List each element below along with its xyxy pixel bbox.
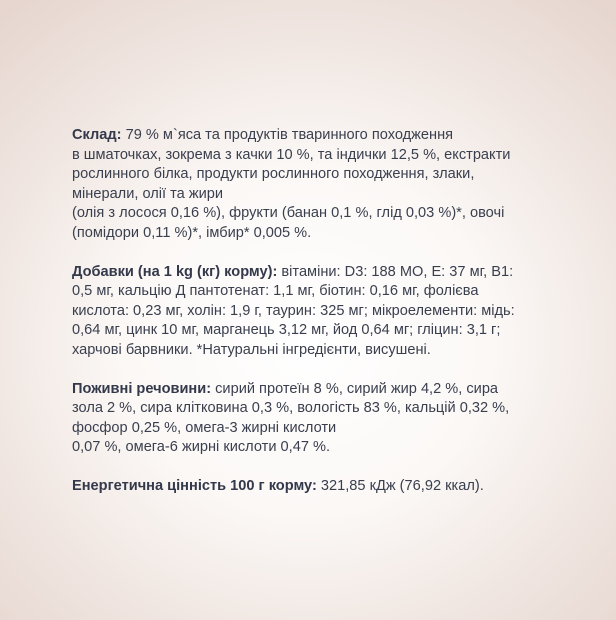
nutrients-section bbox=[72, 380, 602, 458]
energy-text: 321,85 кДж (76,92 ккал). bbox=[316, 477, 484, 494]
nutrients-line-3: фосфор 0,25 %, омега-3 жирні кислоти bbox=[72, 419, 337, 436]
additives-text: вітаміни: D3: 188 МО, Е: 37 мг, В1: bbox=[277, 263, 514, 280]
additives-section bbox=[72, 263, 602, 361]
composition-line-3: рослинного білка, продукти рослинного походження, злаки, bbox=[72, 166, 475, 183]
composition-line-5: (олія з лосося 0,16 %), фрукти (банан 0,1 %, глід 0,03 %)*, овочі bbox=[72, 205, 505, 222]
additives-line-5: харчові барвники. *Натуральні інгредієнти, висушені. bbox=[72, 341, 431, 358]
energy-label: Енергетична цінність 100 г корму: bbox=[72, 477, 317, 494]
nutrients-line-4: 0,07 %, омега-6 жирні кислоти 0,47 %. bbox=[72, 439, 331, 456]
nutrients-line-2: зола 2 %, сира клітковина 0,3 %, вологість 83 %, кальцій 0,32 %, bbox=[72, 400, 510, 417]
product-description bbox=[72, 126, 602, 497]
nutrients-text: сирий протеїн 8 %, сирий жир 4,2 %, сира bbox=[211, 380, 499, 397]
additives-line-3: кислота: 0,23 мг, холін: 1,9 г, таурин: 325 мг; мікроелементи: мідь: bbox=[72, 302, 515, 319]
composition-text: 79 % м`яса та продуктів тваринного походження bbox=[121, 127, 454, 143]
energy-line bbox=[72, 477, 602, 497]
energy-section bbox=[72, 477, 602, 497]
nutrients-label: Поживні речовини: bbox=[72, 380, 212, 397]
composition-line-4: мінерали, олії та жири bbox=[72, 185, 223, 202]
composition-line-2: в шматочках, зокрема з качки 10 %, та індички 12,5 %, екстракти bbox=[72, 146, 511, 163]
additives-line-1 bbox=[72, 263, 602, 283]
additives-line-4: 0,64 мг, цинк 10 мг, марганець 3,12 мг, йод 0,64 мг; гліцин: 3,1 г; bbox=[72, 322, 501, 339]
additives-label: Добавки (на 1 kg (кг) корму): bbox=[72, 263, 278, 280]
composition-line-6: (помідори 0,11 %)*, імбир* 0,005 %. bbox=[72, 224, 312, 241]
composition-label: Склад: bbox=[72, 127, 122, 143]
composition-line-1 bbox=[72, 126, 602, 146]
composition-section bbox=[72, 126, 602, 244]
nutrients-line-1 bbox=[72, 380, 602, 400]
additives-line-2: 0,5 мг, кальцію Д пантотенат: 1,1 мг, біотин: 0,16 мг, фолієва bbox=[72, 283, 479, 300]
